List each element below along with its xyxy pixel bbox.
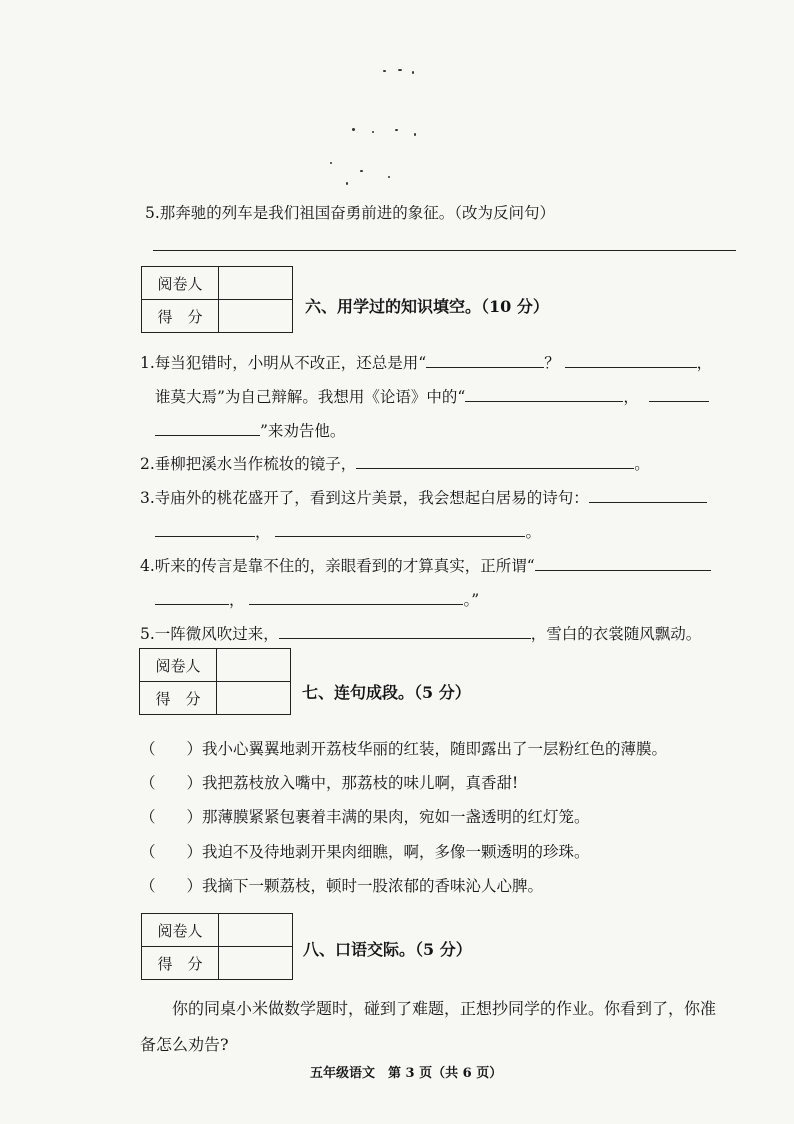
s6-q1-text-e: ， [623, 388, 639, 406]
s6-q4-text-a: 4.听来的传言是靠不住的，亲眼看到的才算真实，正所谓“ [140, 557, 535, 575]
score-field[interactable] [219, 300, 293, 333]
scan-speck [352, 128, 355, 131]
scan-speck [360, 170, 363, 172]
scan-speck [346, 182, 348, 185]
answer-line[interactable] [153, 250, 736, 251]
blank[interactable] [155, 589, 229, 605]
section-7-title: 七、连句成段。（5 分） [302, 683, 471, 702]
blank[interactable] [155, 420, 260, 436]
score-label: 得 分 [142, 947, 219, 980]
s6-q3-text-b: ， [255, 523, 271, 541]
s6-q1-text-f: ”来劝告他。 [260, 422, 346, 440]
scan-speck [395, 129, 398, 131]
s6-q5 [140, 623, 701, 645]
s6-q1-line2 [155, 386, 709, 408]
page-footer: 五年级语文 第 3 页（共 6 页） [310, 1066, 503, 1081]
score-box-section-8 [141, 913, 293, 980]
score-field[interactable] [219, 947, 293, 980]
s6-q2-text-a: 2.垂柳把溪水当作梳妆的镜子， [140, 455, 357, 473]
s6-q5-text-b: ，雪白的衣裳随风飘动。 [530, 625, 702, 643]
section-8-title: 八、口语交际。（5 分） [303, 940, 472, 959]
scan-speck [388, 176, 390, 178]
s7-item: （ ）我小心翼翼地剥开荔枝华丽的红装，随即露出了一层粉红色的薄膜。 [140, 740, 668, 758]
s6-q1-text-c: ， [696, 354, 713, 372]
blank[interactable] [649, 386, 709, 402]
blank[interactable] [589, 487, 707, 503]
scan-speck [372, 131, 374, 133]
s6-q5-text-a: 5.一阵微风吹过来， [140, 625, 279, 643]
blank[interactable] [426, 352, 544, 368]
s6-q4-text-c: 。” [463, 591, 480, 609]
reviewer-field[interactable] [219, 267, 293, 300]
scan-speck [383, 70, 386, 72]
s7-item: （ ）我把荔枝放入嘴中，那荔枝的味儿啊，真香甜! [140, 774, 519, 792]
s6-q1-line3 [155, 420, 345, 442]
rewrite-question-5: 5.那奔驰的列车是我们祖国奋勇前进的象征。（改为反问句） [145, 204, 556, 222]
s7-item: （ ）我摘下一颗荔枝，顿时一股浓郁的香味沁人心脾。 [140, 877, 544, 895]
s6-q3-line1 [140, 487, 707, 509]
blank[interactable] [279, 623, 531, 639]
reviewer-label: 阅卷人 [140, 649, 217, 682]
reviewer-field[interactable] [217, 649, 291, 682]
s6-q3-text-c: 。 [525, 523, 541, 541]
s6-q1-text-b: ？ [544, 354, 560, 372]
blank[interactable] [275, 521, 525, 537]
score-field[interactable] [217, 682, 291, 715]
s6-q1-line1 [140, 352, 712, 374]
blank[interactable] [249, 589, 463, 605]
score-label: 得 分 [142, 300, 219, 333]
s6-q1-text-d: 谁莫大焉”为自己辩解。我想用《论语》中的“ [155, 388, 466, 406]
s6-q4-line2 [155, 589, 479, 611]
s7-item: （ ）我迫不及待地剥开果肉细瞧，啊，多像一颗透明的珍珠。 [140, 843, 590, 861]
reviewer-label: 阅卷人 [142, 914, 219, 947]
blank[interactable] [565, 352, 697, 368]
s6-q1-text-a: 1.每当犯错时，小明从不改正，还总是用“ [140, 354, 427, 372]
blank[interactable] [535, 555, 711, 571]
score-label: 得 分 [140, 682, 217, 715]
blank[interactable] [155, 521, 255, 537]
scan-speck [414, 133, 416, 136]
s6-q3-line2 [155, 521, 541, 543]
scan-speck [398, 69, 402, 71]
score-box-section-6 [141, 266, 293, 333]
blank[interactable] [356, 453, 634, 469]
s6-q4-line1 [140, 555, 711, 577]
score-box-section-7 [139, 648, 291, 715]
s6-q4-text-b: ， [229, 591, 245, 609]
s6-q2-text-b: 。 [634, 455, 650, 473]
scan-speck [330, 162, 332, 164]
s7-item: （ ）那薄膜紧紧包裹着丰满的果肉，宛如一盏透明的红灯笼。 [140, 808, 590, 826]
s6-q2 [140, 453, 650, 475]
s6-q3-text-a: 3.寺庙外的桃花盛开了，看到这片美景，我会想起白居易的诗句： [140, 489, 589, 507]
section-6-title: 六、用学过的知识填空。（10 分） [305, 297, 549, 316]
blank[interactable] [465, 386, 623, 402]
reviewer-label: 阅卷人 [142, 267, 219, 300]
s8-prompt-line2: 备怎么劝告? [140, 1035, 229, 1054]
scan-speck [412, 71, 414, 74]
reviewer-field[interactable] [219, 914, 293, 947]
s8-prompt-line1: 你的同桌小米做数学题时，碰到了难题，正想抄同学的作业。你看到了，你准 [172, 999, 717, 1018]
